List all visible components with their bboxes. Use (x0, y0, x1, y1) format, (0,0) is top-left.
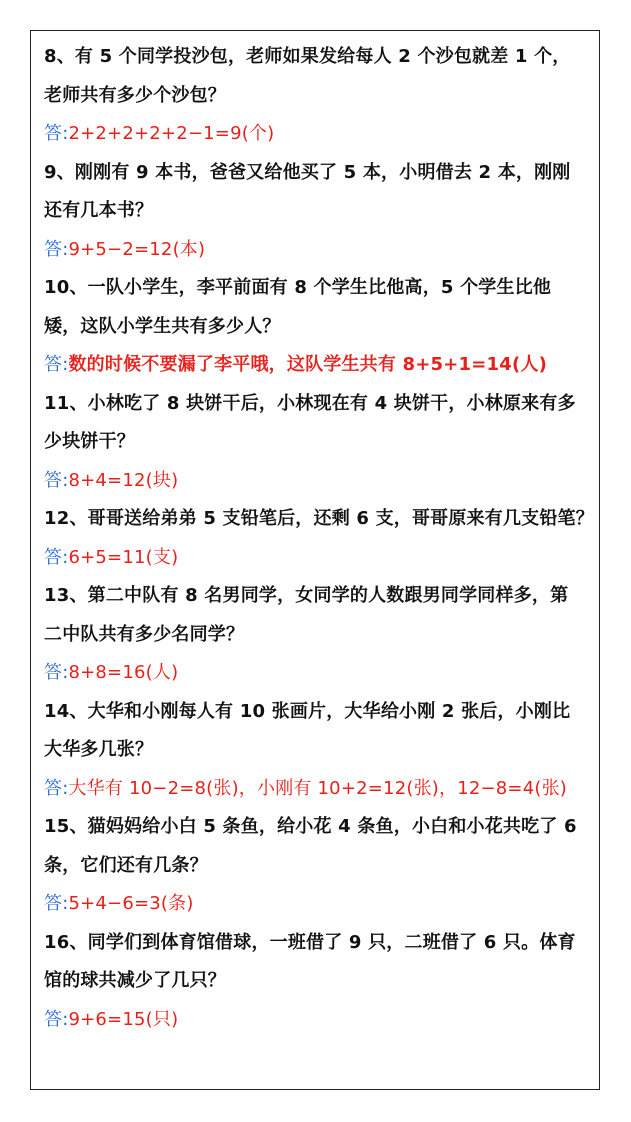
answer-prefix: 答: (44, 893, 69, 914)
answer-16 (44, 1001, 604, 1040)
answer-prefix: 答: (44, 469, 69, 491)
question-14-line-2: 大华多几张？ (44, 739, 154, 760)
question-15-line-2: 条，它们还有几条？ (44, 854, 208, 876)
question-8-line-1: 8、有 5 个同学投沙包，老师如果发给每人 2 个沙包就差 1 个， (44, 46, 571, 67)
question-9-line-2: 还有几本书？ (44, 200, 154, 221)
answer-text: 9+5−2=12(本) (68, 238, 206, 260)
answer-prefix: 答: (44, 546, 69, 568)
answer-prefix: 答: (44, 123, 69, 144)
question-12-line-1: 12、哥哥送给弟弟 5 支铅笔后，还剩 6 支，哥哥原来有几支铅笔？ (44, 508, 594, 529)
answer-prefix: 答: (44, 662, 69, 683)
answer-text: 大华有 10−2=8(张)，小刚有 10+2=12(张)，12−8=4(张) (68, 777, 568, 799)
worksheet-content (44, 38, 604, 1039)
answer-prefix: 答: (44, 354, 69, 375)
question-14-line-1: 14、大华和小刚每人有 10 张画片，大华给小刚 2 张后，小刚比 (44, 700, 571, 722)
answer-8 (44, 115, 604, 154)
answer-14 (44, 770, 604, 809)
answer-10 (44, 346, 604, 385)
question-10-line-1: 10、一队小学生，李平前面有 8 个学生比他高，5 个学生比他 (44, 277, 552, 298)
answer-text: 9+6=15(只) (68, 1008, 179, 1030)
question-13-line-2: 二中队共有多少名同学？ (44, 623, 245, 645)
answer-prefix: 答: (44, 238, 69, 260)
question-11-line-2: 少块饼干？ (44, 431, 135, 452)
question-16-line-2: 馆的球共减少了几只？ (44, 970, 226, 991)
question-10-line-2: 矮，这队小学生共有多少人？ (44, 315, 281, 337)
answer-text: 数的时候不要漏了李平哦，这队学生共有 8+5+1=14(人) (68, 354, 548, 375)
question-13-line-1: 13、第二中队有 8 名男同学，女同学的人数跟男同学同样多，第 (44, 585, 569, 606)
answer-prefix: 答: (44, 1008, 69, 1030)
question-15-line-1: 15、猫妈妈给小白 5 条鱼，给小花 4 条鱼，小白和小花共吃了 6 (44, 816, 577, 837)
answer-prefix: 答: (44, 777, 69, 799)
answer-text: 8+4=12(块) (68, 469, 179, 491)
answer-text: 8+8=16(人) (68, 662, 179, 683)
answer-13 (44, 654, 604, 693)
question-9-line-1: 9、刚刚有 9 本书，爸爸又给他买了 5 本，小明借去 2 本，刚刚 (44, 161, 571, 183)
question-11-line-1: 11、小林吃了 8 块饼干后，小林现在有 4 块饼干，小林原来有多 (44, 392, 576, 414)
answer-15 (44, 885, 604, 924)
answer-text: 6+5=11(支) (68, 546, 179, 568)
answer-text: 2+2+2+2+2−1=9(个) (68, 123, 275, 144)
answer-12 (44, 539, 604, 578)
question-8-line-2: 老师共有多少个沙包？ (44, 84, 226, 106)
answer-9 (44, 231, 604, 270)
answer-11 (44, 462, 604, 501)
question-16-line-1: 16、同学们到体育馆借球，一班借了 9 只，二班借了 6 只。体育 (44, 931, 576, 953)
answer-text: 5+4−6=3(条) (68, 893, 194, 914)
